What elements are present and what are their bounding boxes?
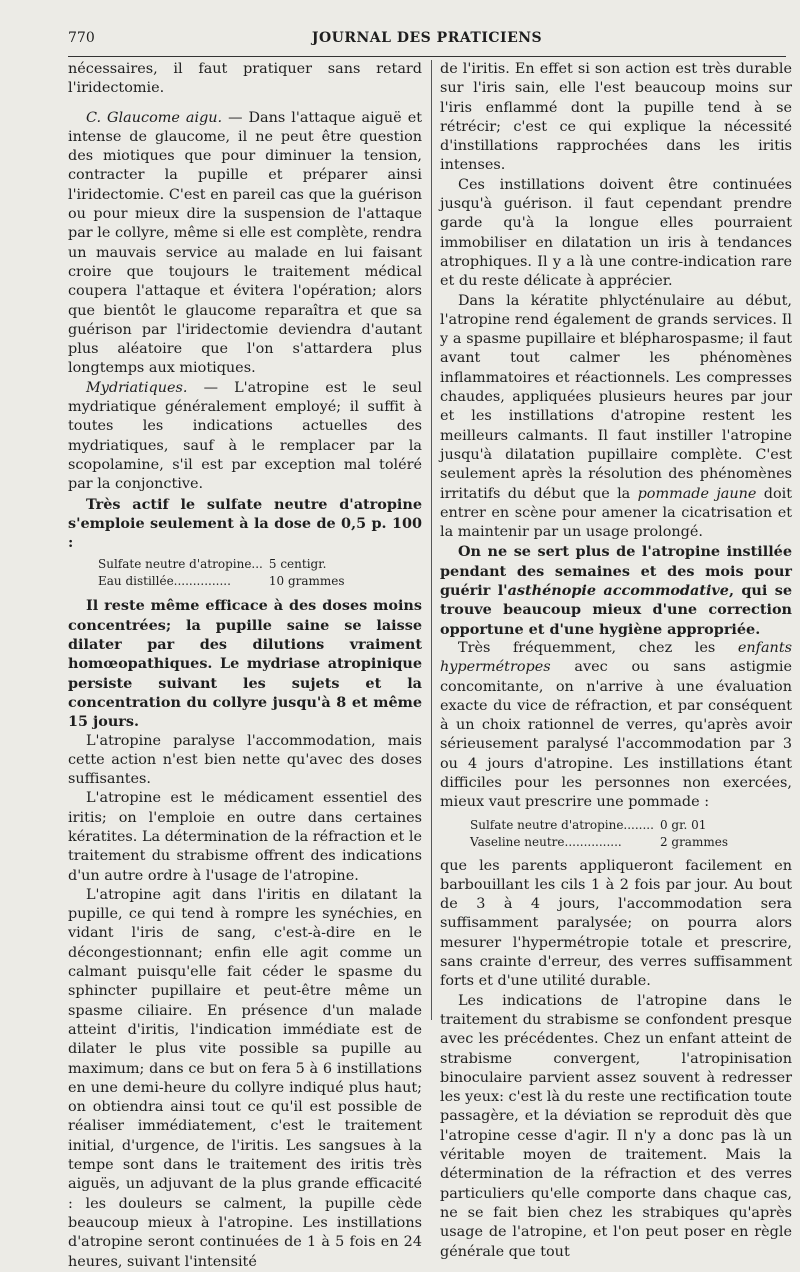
formula-row [98, 573, 351, 590]
formula-quantity: 5 centigr. [268, 557, 327, 572]
paragraph-body: — L'atropine est le seul mydriatique généralement employé; il suffit à toutes les indications actuelles des mydriatiques, sauf à le remplacer par la scopolamine, s'il est par exception mal toléré par la conjonctive. [68, 379, 422, 493]
paragraph: de l'iritis. En effet si son action est très durable sur l'iris sain, elle l'est beaucoup moins sur l'iris enflammé dont la pupille tend à se rétrécir; c'est ce qui explique la nécessité d'instillations rapprochées dans les iritis intenses. [440, 61, 792, 174]
paragraph-body: On ne se sert plus de l'atropine instillée pendant des semaines et des mois pour guérir l' [440, 543, 792, 600]
paragraph: Il reste même efficace à des doses moins concentrées; la pupille saine se laisse dilater par des dilutions vraiment homœopathiques. Le mydriase atropinique persiste suivant les sujets et la concentration du collyre jusqu'à 8 et même 15 jours. [68, 597, 422, 731]
paragraph-body: Très fréquemment, chez les [458, 639, 738, 656]
paragraph-body: Dans la kératite phlycténulaire au début, l'atropine rend également de grands services. Il y a spasme pupillaire et blépharospasme; il faut avant tout calmer les phénomènes inflammatoires et réactionnels. Les compresses chaudes, appliquées plusieurs heures par jour et les instillations d'atropine restent les meilleurs calmants. Il faut instiller l'atropine jusqu'à dilatation pupillaire complète. C'est seulement après la résolution des phénomènes irritatifs du début que la [440, 292, 792, 502]
left-column [68, 60, 422, 1270]
formula-row [470, 834, 734, 851]
header-rule [68, 56, 786, 57]
paragraph-body: doit entrer en scène pour amener la cicatrisation et la maintenir par un usage prolongé. [440, 485, 792, 541]
paragraph [440, 292, 792, 543]
formula-quantity: 0 gr. 01 [659, 817, 707, 832]
paragraph: Très actif le sulfate neutre d'atropine s'emploie seulement à la dose de 0,5 p. 100 : [68, 495, 422, 552]
formula-table [470, 817, 734, 851]
paragraph: Ces instillations doivent être continuées jusqu'à guérison. il faut cependant prendre garde qu'à la longue elles pourraient immobiliser en dilatation un iris à tendances atrophiques. Il y a là une contre-indication rare et du reste délicate à apprécier. [440, 176, 792, 290]
italic-term: pommade jaune [637, 485, 757, 502]
page-header [68, 30, 786, 52]
column-divider [431, 60, 432, 1020]
formula-ingredient: Eau distillée............... [98, 574, 231, 589]
formula-ingredient: Sulfate neutre d'atropine........ [470, 817, 654, 832]
paragraph-body: — Dans l'attaque aiguë et intense de glaucome, il ne peut être question des miotiques que pour diminuer la tension, contracter la pupille et préparer ainsi l'iridectomie. C'est en pareil cas que la guérison ou pour mieux dire la suspension de l'attaque par le collyre, même si elle est complète, rendra un mauvais service au malade en lui faisant croire que toujours le traitement médical coupera l'attaque et évitera l'opération; alors que bientôt le glaucome reparaîtra et que sa guérison par l'iridectomie deviendra d'autant plus aléatoire que l'on s'attardera plus longtemps aux miotiques. [68, 109, 422, 377]
paragraph [440, 639, 792, 813]
paragraph-body: , qui se trouve beaucoup mieux d'une correction opportune et d'une hygiène appropriée. [440, 582, 793, 638]
paragraph: que les parents appliqueront facilement en barbouillant les cils 1 à 2 fois par jour. Au bout de 3 à 4 jours, l'accommodation sera suffisamment paralysée; on pourra alors mesurer l'hypermétropie totale et prescrire, sans crainte d'erreur, des verres suffisamment forts et d'une utilité durable. [440, 857, 792, 990]
italic-term: asthénopie accommodative [507, 582, 729, 600]
journal-title: JOURNAL DES PRATICIENS [311, 30, 543, 46]
paragraph: Les indications de l'atropine dans le traitement du strabisme se confondent presque avec les précédentes. Chez un enfant atteint de strabisme convergent, l'atropinisation binoculaire parvient assez souvent à redresser les yeux: c'est là du reste une rectification toute passagère, et la déviation se reproduit dès que l'atropine cesse d'agir. Il n'y a donc pas là un véritable moyen de traitement. Mais la détermination de la réfraction et des verres particuliers qu'elle comporte dans chaque cas, ne se fait bien chez les strabiques qu'après usage de l'atropine, et l'on peut poser en règle générale que tout [440, 992, 792, 1260]
formula-table [98, 556, 351, 590]
italic-term: enfants hypermétropes [440, 639, 792, 676]
formula-row [470, 817, 734, 834]
paragraph: L'atropine est le médicament essentiel des iritis; on l'emploie en outre dans certaines kératites. La détermination de la réfraction et le traitement du strabisme offrent des indications d'un autre ordre à l'usage de l'atropine. [68, 790, 422, 884]
page-number: 770 [68, 30, 95, 46]
formula-quantity: 2 grammes [659, 834, 728, 849]
formula-row [98, 556, 351, 573]
formula-quantity: 10 grammes [268, 574, 345, 589]
paragraph-body: avec ou sans astigmie concomitante, on n'arrive à une évaluation exacte du vice de réfraction, et par conséquent à un choix rationnel de verres, qu'après avoir sérieusement paralysé l'accommodation par 3 ou 4 jours d'atropine. Les instillations étant difficiles pour les personnes non exercées, mieux vaut prescrire une pommade : [440, 659, 792, 811]
paragraph: nécessaires, il faut pratiquer sans retard l'iridectomie. [68, 61, 422, 97]
paragraph: L'atropine agit dans l'iritis en dilatant la pupille, ce qui tend à rompre les synéchies, en vidant l'iris de sang, c'est-à-dire en le décongestionnant; enfin elle agit comme un calmant puisqu'elle fait céder le spasme du sphincter pupillaire et peut-être même un spasme ciliaire. En présence d'un malade atteint d'iritis, l'indication immédiate est de dilater le plus vite possible sa pupille au maximum; dans ce but on fera 5 à 6 instillations en une demi-heure du collyre indiqué plus haut; on obtiendra ainsi tout ce qu'il est possible de réaliser immédiatement, c'est le traitement initial, d'urgence, de l'iritis. Les sangsues à la tempe sont dans le traitement des iritis très aiguës, un adjuvant de la plus grande efficacité : les douleurs se calment, la pupille cède beaucoup mieux à l'atropine. Les instillations d'atropine seront continuées de 1 à 5 fois en 24 heures, suivant l'intensité [68, 886, 422, 1270]
paragraph-glaucome-aigu [68, 109, 422, 379]
paragraph [440, 542, 792, 638]
paragraph: L'atropine paralyse l'accommodation, mais cette action n'est bien nette qu'avec des doses suffisantes. [68, 732, 422, 788]
section-label: C. Glaucome aigu. [86, 109, 223, 126]
formula-ingredient: Vaseline neutre............... [470, 834, 622, 849]
right-column [440, 60, 793, 1260]
paragraph-mydriatiques [68, 379, 422, 495]
formula-ingredient: Sulfate neutre d'atropine... [98, 557, 263, 572]
section-label: Mydriatiques. [86, 379, 188, 396]
